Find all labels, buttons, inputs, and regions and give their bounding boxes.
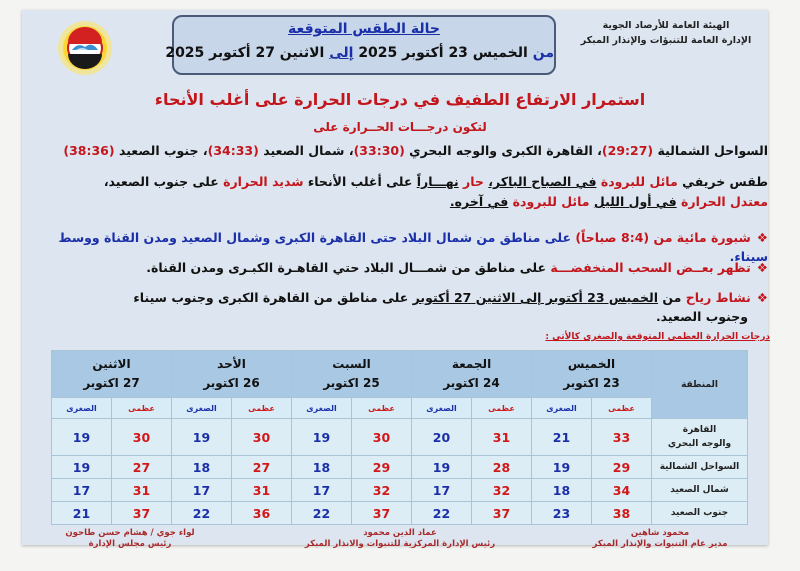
temperature-summary: السواحل الشمالية (29:27)، القاهرة الكبرى والوجه البحري (33:30)، شمال الصعيد (34:33)، جنوب الصعيد (38:36) (63, 143, 768, 158)
min-temp-cell: 18 (292, 456, 352, 479)
max-temp-cell: 31 (112, 479, 172, 502)
summary-region: جنوب الصعيد (118, 143, 199, 158)
summary-range: (33:30) (353, 143, 405, 158)
bullet-highlight: شبورة مائية من (8:4 صباحاً) (575, 230, 751, 245)
region-cell (652, 502, 748, 525)
max-temp-cell: 30 (352, 419, 412, 456)
max-temp-cell: 28 (472, 456, 532, 479)
max-temp-cell: 37 (352, 502, 412, 525)
signature-block (560, 528, 760, 550)
desc-highlight: شديد الحرارة (223, 174, 304, 189)
desc-highlight: حار (463, 174, 484, 189)
signatory-title: مدير عام التنبوات والإنذار المبكر (592, 539, 728, 549)
desc-underlined: نهـــاراً (416, 174, 459, 189)
max-label: عظمى (112, 398, 172, 419)
min-temp-cell: 22 (172, 502, 232, 525)
day-name: الاثنين (92, 357, 131, 371)
organization-header (566, 18, 766, 48)
period-to-word: إلى (329, 45, 354, 61)
min-label: الصغرى (172, 398, 232, 419)
max-temp-cell: 32 (472, 479, 532, 502)
max-temp-cell: 34 (592, 479, 652, 502)
ema-logo-icon (50, 20, 120, 76)
max-temp-cell: 38 (592, 502, 652, 525)
subheadline: لتكون درجـــات الحــرارة على (313, 120, 487, 134)
signature-block (290, 528, 510, 550)
day-header (52, 351, 172, 398)
max-temp-cell: 27 (232, 456, 292, 479)
min-label: الصغرى (412, 398, 472, 419)
weather-description (30, 172, 768, 212)
min-temp-cell: 19 (52, 456, 112, 479)
signatory-name: عماد الدين محمود (363, 528, 437, 538)
region-cell (652, 419, 748, 456)
day-header (532, 351, 652, 398)
day-header (172, 351, 292, 398)
table-caption: درجات الحرارة العظمى المتوقعة والصغرى كالأتي : (545, 332, 770, 342)
max-temp-cell: 32 (352, 479, 412, 502)
min-temp-cell: 18 (532, 479, 592, 502)
summary-range: (29:27) (601, 143, 654, 158)
min-temp-cell: 17 (412, 479, 472, 502)
max-temp-cell: 30 (112, 419, 172, 456)
max-temp-cell: 37 (112, 502, 172, 525)
min-temp-cell: 19 (532, 456, 592, 479)
region-column-header: المنطقة (652, 351, 748, 419)
bullet-date-range: الخميس 23 أكتوبر إلى الاثنين 27 أكتوبر (412, 290, 659, 305)
table-row (52, 419, 748, 456)
day-date: 25 اكتوبر (323, 376, 380, 390)
day-name: الأحد (217, 357, 246, 371)
max-temp-cell: 29 (592, 456, 652, 479)
min-temp-cell: 18 (172, 456, 232, 479)
max-temp-cell: 36 (232, 502, 292, 525)
table-row (52, 456, 748, 479)
day-name: الخميس (567, 357, 616, 371)
desc-text: على جنوب الصعيد، (103, 174, 224, 189)
bullet-highlight: نشاط رياح (685, 290, 751, 305)
min-label: الصغرى (52, 398, 112, 419)
bullet-text: وجنوب الصعيد. (655, 309, 748, 324)
min-temp-cell: 19 (292, 419, 352, 456)
min-temp-cell: 17 (292, 479, 352, 502)
min-temp-cell: 20 (412, 419, 472, 456)
min-label: الصغرى (292, 398, 352, 419)
period-from-date: الخميس 23 أكتوبر 2025 (358, 45, 528, 61)
table-row (52, 502, 748, 525)
region-name: السواحل الشمالية (659, 462, 740, 472)
signatory-name: لواء جوي / هشام حسن طاحون (65, 528, 195, 538)
region-name: جنوب الصعيد (670, 508, 729, 518)
desc-underlined: في الصباح الباكر، (488, 174, 597, 189)
min-temp-cell: 21 (52, 502, 112, 525)
signature-block (40, 528, 220, 550)
temperature-table (51, 350, 748, 525)
min-temp-cell: 22 (292, 502, 352, 525)
region-name-line2: والوجه البحري (667, 439, 732, 449)
max-label: عظمى (232, 398, 292, 419)
max-temp-cell: 27 (112, 456, 172, 479)
bullet-winds (30, 288, 768, 326)
max-temp-cell: 37 (472, 502, 532, 525)
bullet-text: على مناطق من القاهرة الكبرى وجنوب سيناء (133, 290, 413, 305)
bullet-highlight: تظهر بعــض السحب المنخفضـــة (550, 260, 751, 275)
bullet-text: من (658, 290, 686, 305)
max-temp-cell: 31 (472, 419, 532, 456)
desc-underlined: في أول الليل (593, 194, 677, 209)
summary-range: (38:36) (63, 143, 115, 158)
max-temp-cell: 30 (232, 419, 292, 456)
title-box (165, 15, 556, 75)
desc-highlight: مائل للبرودة (512, 194, 590, 209)
headline: استمرار الارتفاع الطفيف في درجات الحرارة على أغلب الأنحاء (154, 90, 646, 109)
min-temp-cell: 19 (52, 419, 112, 456)
day-header (292, 351, 412, 398)
min-temp-cell: 23 (532, 502, 592, 525)
bullet-diamond-icon: ❖ (756, 290, 768, 305)
signatory-title: رئيس الإدارة المركزية للتنبوات والانذار المبكر (304, 539, 496, 549)
max-temp-cell: 29 (352, 456, 412, 479)
org-department: الإدارة العامة للتنبؤات والإنذار المبكر (580, 35, 752, 46)
signatory-title: رئيس مجلس الإدارة (88, 539, 172, 549)
min-temp-cell: 22 (412, 502, 472, 525)
region-cell (652, 456, 748, 479)
forecast-period (165, 45, 554, 61)
region-name: شمال الصعيد (670, 485, 729, 495)
day-date: 23 اكتوبر (563, 376, 620, 390)
region-name: القاهرة (682, 425, 717, 435)
max-label: عظمى (472, 398, 532, 419)
summary-range: (34:33) (207, 143, 259, 158)
min-label: الصغرى (532, 398, 592, 419)
forecast-title: حالة الطقس المتوقعة (288, 21, 440, 37)
org-name: الهيئة العامة للأرصاد الجوية (602, 20, 730, 31)
bullet-text: على مناطق من شمال البلاد حتى القاهرة الكبرى وشمال الصعيد ومدن القناة ووسط سيناء. (58, 230, 768, 264)
day-date: 27 اكتوبر (83, 376, 140, 390)
bullet-diamond-icon: ❖ (756, 260, 768, 275)
max-temp-cell: 31 (232, 479, 292, 502)
day-name: الجمعة (451, 357, 492, 371)
min-temp-cell: 19 (172, 419, 232, 456)
day-name: السبت (332, 357, 371, 371)
bullet-clouds (30, 258, 768, 277)
day-date: 26 اكتوبر (203, 376, 260, 390)
summary-region: القاهرة الكبرى والوجه البحري (409, 143, 593, 158)
min-temp-cell: 19 (412, 456, 472, 479)
day-date: 24 اكتوبر (443, 376, 500, 390)
table-row (52, 479, 748, 502)
region-cell (652, 479, 748, 502)
day-header (412, 351, 532, 398)
max-label: عظمى (352, 398, 412, 419)
desc-text: على أغلب الأنحاء (303, 174, 417, 189)
max-temp-cell: 33 (592, 419, 652, 456)
min-temp-cell: 17 (172, 479, 232, 502)
bullet-diamond-icon: ❖ (756, 230, 768, 245)
summary-region: السواحل الشمالية (657, 143, 768, 158)
max-label: عظمى (592, 398, 652, 419)
desc-underlined: في آخره. (449, 194, 509, 209)
min-temp-cell: 21 (532, 419, 592, 456)
min-temp-cell: 17 (52, 479, 112, 502)
signatory-name: محمود شاهين (630, 528, 690, 538)
bullet-text: على مناطق من شمـــال البلاد حتي القاهـرة الكبـرى ومدن القناة. (146, 260, 551, 275)
period-to-date: الاثنين 27 أكتوبر 2025 (165, 45, 325, 61)
desc-highlight: معتدل الحرارة (681, 194, 768, 209)
desc-highlight: مائل للبرودة (600, 174, 678, 189)
period-from-word: من (532, 45, 554, 61)
summary-region: شمال الصعيد (263, 143, 345, 158)
desc-text: طقس خريفي (677, 174, 768, 189)
